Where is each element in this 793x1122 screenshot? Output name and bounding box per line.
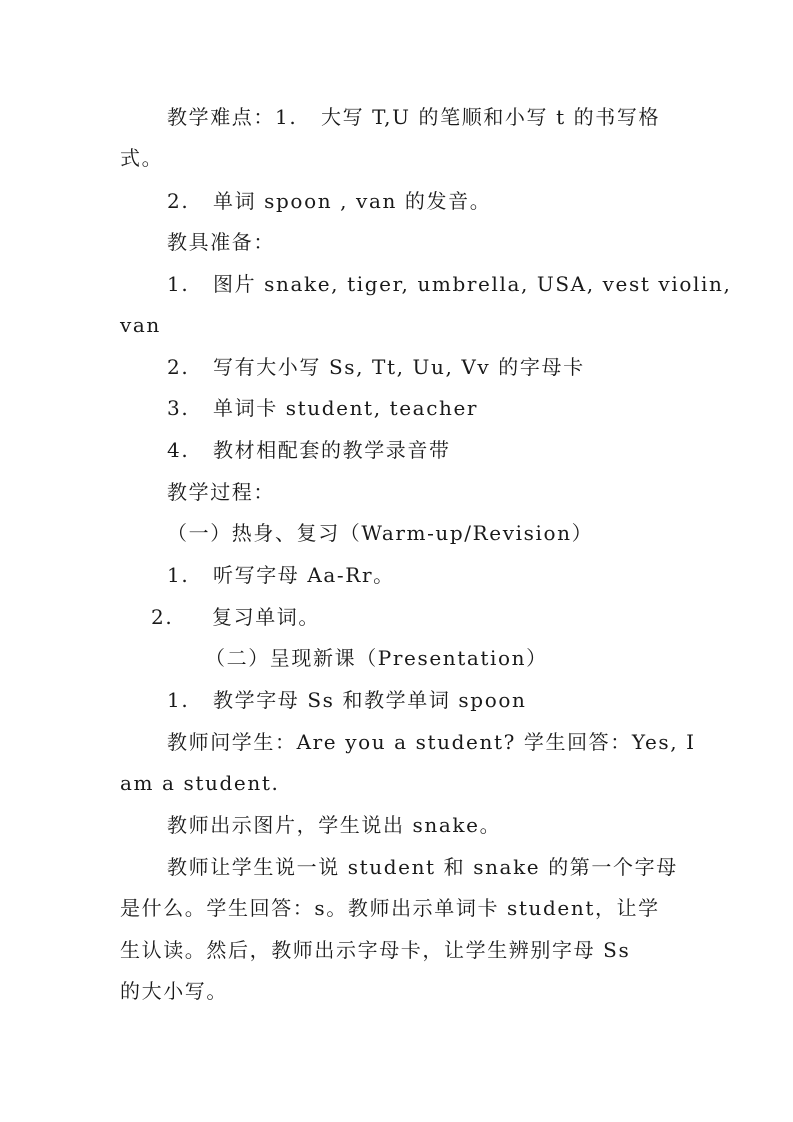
difficulty-item2-text: 单词 spoon , van 的发音。 bbox=[213, 189, 492, 213]
section2-item-1 bbox=[167, 688, 526, 712]
difficulty-line-1-cont: 式。 bbox=[120, 146, 164, 170]
section1-item2-number: 2. bbox=[151, 605, 174, 629]
paragraph-3-line-3: 生认读。然后，教师出示字母卡，让学生辨别字母 Ss bbox=[120, 938, 631, 962]
materials-item2-text: 写有大小写 Ss, Tt, Uu, Vv 的字母卡 bbox=[213, 355, 585, 379]
materials-item2-number: 2. bbox=[167, 355, 190, 379]
section1-item-2 bbox=[151, 605, 320, 629]
paragraph-1-line-2: am a student. bbox=[120, 771, 280, 795]
section1-item2-text: 复习单词。 bbox=[212, 605, 320, 629]
section1-item1-number: 1. bbox=[167, 563, 190, 587]
difficulty-line-1 bbox=[167, 105, 660, 129]
difficulty-item1-number: 1. bbox=[275, 105, 298, 129]
section2-title: （二）呈现新课（Presentation） bbox=[205, 646, 548, 670]
paragraph-3-line-2: 是什么。学生回答：s。教师出示单词卡 student，让学 bbox=[120, 896, 660, 920]
difficulty-label: 教学难点： bbox=[167, 105, 275, 129]
process-label: 教学过程： bbox=[167, 480, 275, 504]
paragraph-3-line-4: 的大小写。 bbox=[120, 979, 228, 1003]
paragraph-1-line-1: 教师问学生：Are you a student? 学生回答：Yes, I bbox=[167, 730, 696, 754]
paragraph-2: 教师出示图片，学生说出 snake。 bbox=[167, 813, 502, 837]
materials-item1-text: 图片 snake, tiger, umbrella, USA, vest violin, bbox=[213, 272, 732, 296]
difficulty-item2-number: 2. bbox=[167, 189, 190, 213]
materials-item-4 bbox=[167, 438, 451, 462]
materials-label: 教具准备： bbox=[167, 230, 275, 254]
materials-item3-number: 3. bbox=[167, 396, 190, 420]
materials-item1-number: 1. bbox=[167, 272, 190, 296]
difficulty-item1-text: 大写 T,U 的笔顺和小写 t 的书写格 bbox=[321, 105, 661, 129]
section1-title: （一）热身、复习（Warm-up/Revision） bbox=[167, 521, 594, 545]
materials-item-2 bbox=[167, 355, 585, 379]
section1-item-1 bbox=[167, 563, 395, 587]
section1-item1-text: 听写字母 Aa-Rr。 bbox=[213, 563, 395, 587]
materials-item-3 bbox=[167, 396, 478, 420]
section2-item1-number: 1. bbox=[167, 688, 190, 712]
section2-item1-text: 教学字母 Ss 和教学单词 spoon bbox=[213, 688, 527, 712]
materials-item-1 bbox=[167, 272, 731, 296]
materials-item3-text: 单词卡 student, teacher bbox=[213, 396, 479, 420]
materials-item-1-cont: van bbox=[120, 313, 161, 337]
materials-item4-text: 教材相配套的教学录音带 bbox=[213, 438, 451, 462]
difficulty-item-2 bbox=[167, 189, 491, 213]
paragraph-3-line-1: 教师让学生说一说 student 和 snake 的第一个字母 bbox=[167, 855, 678, 879]
materials-item4-number: 4. bbox=[167, 438, 190, 462]
